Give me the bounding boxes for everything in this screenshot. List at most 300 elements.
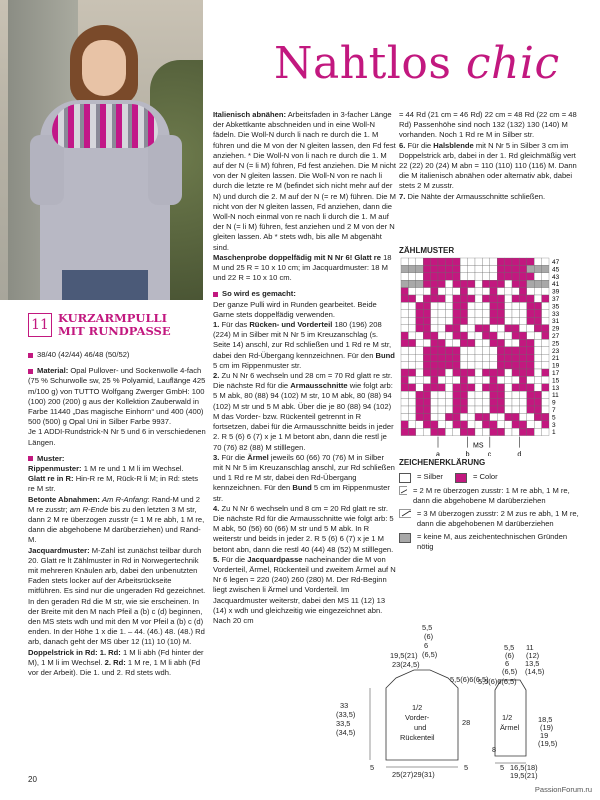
chart-cell	[453, 428, 460, 435]
chart-cell	[468, 295, 475, 302]
chart-cell	[408, 421, 415, 428]
chart-cell	[497, 399, 504, 406]
chart-cell	[438, 362, 445, 369]
chart-cell	[408, 339, 415, 346]
chart-cell	[512, 399, 519, 406]
chart-cell	[534, 399, 541, 406]
chart-cell	[460, 354, 467, 361]
row-label: 31	[552, 318, 560, 326]
right-column: = 44 Rd (21 cm = 46 Rd) 22 cm = 48 Rd (22 cm = 48 Rd) Passenhöhe sind noch 132 (132) 130 (140) M vorhanden. Noch 1 Rd re M in Silber str. 6. Für die Halsblende mit N Nr 5 in Silber 3 cm im Doppelstrick arb, dabei in der 1. Rd gleichmäßig vert 22 (22) 20 (24) M abn = 110 (110) 110 (116) M. Dann die M italienisch abnähen oder alternativ abk, dabei stets 2 M zusstr. 7. Die Nähte der Armausschnitte schließen.	[399, 110, 577, 201]
chart-cell	[453, 369, 460, 376]
chart-cell	[408, 391, 415, 398]
chart-cell	[542, 258, 549, 265]
chart-cell	[401, 332, 408, 339]
chart-cell	[408, 258, 415, 265]
svg-text:(34,5): (34,5)	[336, 728, 356, 737]
chart-cell	[460, 273, 467, 280]
chart-cell	[468, 428, 475, 435]
svg-text:8: 8	[492, 745, 497, 754]
chart-cell	[512, 288, 519, 295]
chart-cell	[542, 362, 549, 369]
chart-cell	[505, 399, 512, 406]
chart-cell	[445, 406, 452, 413]
chart-cell	[475, 384, 482, 391]
chart-cell	[542, 376, 549, 383]
chart-cell	[468, 310, 475, 317]
chart-cell	[519, 428, 526, 435]
chart-cell	[482, 288, 489, 295]
row-label: 29	[552, 325, 560, 333]
row-label: 5	[552, 414, 556, 422]
chart-cell	[445, 399, 452, 406]
chart-cell	[512, 273, 519, 280]
chart-cell	[445, 273, 452, 280]
chart-cell	[438, 310, 445, 317]
chart-cell	[519, 406, 526, 413]
chart-cell	[482, 399, 489, 406]
chart-cell	[534, 391, 541, 398]
chart-cell	[512, 376, 519, 383]
chart-cell	[431, 332, 438, 339]
chart-cell	[475, 421, 482, 428]
chart-cell	[475, 347, 482, 354]
chart-cell	[468, 332, 475, 339]
row-label: 7	[552, 407, 556, 414]
chart-cell	[519, 362, 526, 369]
chart-cell	[453, 339, 460, 346]
chart-cell	[431, 369, 438, 376]
chart-cell	[482, 339, 489, 346]
chart-cell	[408, 325, 415, 332]
svg-text:(6): (6)	[505, 651, 515, 660]
chart-cell	[438, 399, 445, 406]
chart-cell	[445, 362, 452, 369]
chart-cell	[401, 354, 408, 361]
chart-cell	[438, 369, 445, 376]
chart-cell	[482, 295, 489, 302]
chart-cell	[423, 421, 430, 428]
chart-cell	[482, 421, 489, 428]
chart-cell	[497, 273, 504, 280]
chart-cell	[423, 310, 430, 317]
chart-cell	[445, 421, 452, 428]
row-label: 19	[552, 362, 560, 370]
chart-cell	[475, 428, 482, 435]
chart-cell	[527, 384, 534, 391]
chart-cell	[460, 325, 467, 332]
chart-cell	[453, 302, 460, 309]
chart-cell	[468, 354, 475, 361]
chart-cell	[408, 354, 415, 361]
chart-cell	[416, 399, 423, 406]
chart-cell	[401, 310, 408, 317]
chart-cell	[445, 369, 452, 376]
chart-cell	[534, 258, 541, 265]
chart-cell	[431, 273, 438, 280]
chart-cell	[453, 295, 460, 302]
chart-cell	[408, 332, 415, 339]
chart-cell	[431, 406, 438, 413]
chart-cell	[438, 295, 445, 302]
legend: ZEICHENERKLÄRUNG = Silber = Color = 2 M re überzogen zusstr: 1 M re abh, 1 M re, dann die abgehobene M darüberziehen = 3 M überzogen zusstr: 2 M zus re abh, 1 M re, dann die abgehobenen M darüberziehen = keine M, aus zeichentechnischen Gründen nötig	[399, 458, 579, 551]
chart-cell	[438, 332, 445, 339]
row-label: 15	[552, 377, 560, 385]
arrow-label: b	[465, 451, 470, 456]
chart-cell	[527, 354, 534, 361]
chart-cell	[438, 339, 445, 346]
chart-cell	[505, 258, 512, 265]
chart-cell	[490, 295, 497, 302]
chart-cell	[453, 384, 460, 391]
chart-cell	[505, 288, 512, 295]
chart-cell	[534, 310, 541, 317]
chart-cell	[534, 362, 541, 369]
chart-cell	[468, 288, 475, 295]
chart-cell	[401, 391, 408, 398]
chart-cell	[527, 413, 534, 420]
chart-cell	[512, 295, 519, 302]
chart-cell	[519, 421, 526, 428]
chart-cell	[490, 302, 497, 309]
chart-cell	[453, 288, 460, 295]
chart-cell	[401, 325, 408, 332]
chart-cell	[453, 332, 460, 339]
chart-cell	[497, 317, 504, 324]
chart-cell	[490, 273, 497, 280]
chart-cell	[460, 258, 467, 265]
chart-cell	[438, 273, 445, 280]
chart-cell	[416, 376, 423, 383]
chart-cell	[401, 413, 408, 420]
chart-cell	[490, 280, 497, 287]
chart-cell	[505, 332, 512, 339]
silber-swatch-icon	[399, 473, 411, 483]
knitting-chart	[399, 256, 589, 456]
arrow-label: a	[436, 451, 440, 456]
chart-cell	[497, 421, 504, 428]
row-label: 23	[552, 347, 560, 355]
chart-cell	[475, 339, 482, 346]
chart-cell	[497, 347, 504, 354]
chart-cell	[482, 310, 489, 317]
chart-cell	[438, 325, 445, 332]
chart-cell	[416, 310, 423, 317]
chart-cell	[401, 302, 408, 309]
chart-cell	[497, 384, 504, 391]
chart-cell	[438, 280, 445, 287]
row-label: 13	[552, 384, 560, 392]
chart-cell	[453, 413, 460, 420]
chart-cell	[505, 302, 512, 309]
svg-text:25(27)29(31): 25(27)29(31)	[392, 770, 435, 779]
chart-cell	[534, 317, 541, 324]
chart-cell	[490, 265, 497, 272]
svg-text:5,5: 5,5	[504, 643, 515, 652]
chart-cell	[438, 376, 445, 383]
chart-cell	[527, 428, 534, 435]
chart-cell	[505, 369, 512, 376]
chart-cell	[416, 421, 423, 428]
chart-cell	[505, 325, 512, 332]
chart-cell	[482, 362, 489, 369]
chart-cell	[408, 273, 415, 280]
chart-cell	[453, 265, 460, 272]
chart-cell	[431, 362, 438, 369]
chart-cell	[534, 265, 541, 272]
chart-cell	[460, 369, 467, 376]
chart-cell	[527, 369, 534, 376]
chart-cell	[534, 406, 541, 413]
chart-cell	[445, 332, 452, 339]
chart-cell	[423, 325, 430, 332]
chart-cell	[519, 273, 526, 280]
chart-cell	[431, 384, 438, 391]
chart-cell	[497, 413, 504, 420]
chart-cell	[475, 273, 482, 280]
chart-cell	[490, 339, 497, 346]
chart-cell	[490, 347, 497, 354]
row-label: 47	[552, 259, 560, 266]
left-column: 11 KURZARMPULLI MIT RUNDPASSE 38/40 (42/44) 46/48 (50/52) Material: Opal Pullover- und Sockenwolle 4-fach (75 % Schurwolle sw, 25 % Polyamid, Lauflänge 425 m/100 g) von TUTTO Wolfgang Zwerger GmbH: 100 (100) 200 (200) g aus der Kollektion Zauberwald in Farbe 11440 „Das magische Einhorn“ und 400 (400) 500 (500) g Opal Uni in Silber Farbe 9937. Je 1 ADDI-Rundstrick-N Nr 5 und 6 in verschiedenen Längen. Muster: Rippenmuster: 1 M re und 1 M li im Wechsel. Glatt re in R: Hin-R re M, Rück-R li M; in Rd: stets re M str. Betonte Abnahmen: Am R-Anfang: Rand-M und 2 M re zusstr; am R-Ende bis zu den letzten 3 M str, dann 2 M re überzogen zusstr (= 1 M re abh, 1 M re, dann die abgehobene M darüberziehen) und Rand-M. Jacquardmuster: M-Zahl ist zunächst teilbar durch 20. Glatt re lt Zählmuster in Rd in Norwegertechnik mit mehreren Knäulen arb, dabei den unbenutzten Faden stets locker auf der Arbeitsrückseite mitführen. Es sind nur die ungeraden Rd gezeichnet. In den geraden Rd die M str, wie sie erscheinen. In der Breite mit den M nach Pfeil a (b) c (d) beginnen, den MS stets wdh und mit den M vor Pfeil a (b) c (d) enden. In der Höhe 1 x die 1. – 44. (46.) 48. (48.) Rd arb, danach geht der MS über 12 (11) 10 (10) M. Doppelstrick in Rd: 1. Rd: 1 M li abh (Fd hinter der M), 1 M li im Wechsel. 2. Rd: 1 M re, 1 M li abh (Fd vor der Arbeit). Die 1. und 2. Rd stets wdh.	[28, 311, 206, 678]
chart-cell	[519, 413, 526, 420]
chart-cell	[482, 354, 489, 361]
chart-cell	[416, 273, 423, 280]
size-schematic	[330, 620, 600, 780]
chart-cell	[453, 362, 460, 369]
row-label: 35	[552, 303, 560, 311]
chart-cell	[408, 428, 415, 435]
chart-cell	[497, 258, 504, 265]
dec2-icon	[399, 486, 407, 495]
chart-cell	[445, 391, 452, 398]
chart-cell	[482, 391, 489, 398]
chart-cell	[497, 354, 504, 361]
chart-cell	[416, 369, 423, 376]
chart-cell	[497, 391, 504, 398]
chart-cell	[519, 317, 526, 324]
chart-cell	[438, 288, 445, 295]
chart-cell	[497, 362, 504, 369]
chart-cell	[408, 302, 415, 309]
chart-cell	[416, 406, 423, 413]
chart-cell	[423, 265, 430, 272]
chart-cell	[401, 428, 408, 435]
chart-cell	[460, 317, 467, 324]
model-photo	[0, 0, 203, 300]
chart-cell	[490, 325, 497, 332]
chart-cell	[519, 369, 526, 376]
chart-cell	[460, 295, 467, 302]
chart-cell	[490, 406, 497, 413]
chart-cell	[542, 265, 549, 272]
chart-cell	[482, 406, 489, 413]
chart-cell	[453, 421, 460, 428]
chart-cell	[512, 325, 519, 332]
chart-cell	[431, 265, 438, 272]
chart-cell	[519, 384, 526, 391]
row-label: 27	[552, 333, 560, 340]
chart-cell	[423, 288, 430, 295]
middle-column: Italienisch abnähen: Arbeitsfaden in 3-facher Länge der Abkettkante abschneiden und in eine Woll-N fädeln. Die Woll-N durch li nach re durch die 1. M führen und die M von der N gleiten lassen, den Fd fest anziehen. * Die Woll-N von li nach re durch die 1. M auf der N (= li M) führen, Fd fest anziehen. Die M nicht von der N gleiten lassen. Die Woll-N von re nach li durch die letzte re M (befindet sich nicht mehr auf der N) und durch die 2. M auf der N (= re M) führen. Die M nicht von der N gleiten lassen, Fd anziehen, dann die Woll-N noch einmal von re nach li durch die 1. M auf der N (= li M) führen, fest anziehen und 2 M von der N gleiten lassen. Ab * stets wdh, bis alle M abgenäht sind. Maschenprobe doppelfädig mit N Nr 6! Glatt re 18 M und 25 R = 10 x 10 cm; im Jacquardmuster: 18 M und 22 R = 10 x 10 cm. So wird es gemacht: Der ganze Pulli wird in Runden gearbeitet. Beide Garne stets doppelfädig verwenden. 1. Für das Rücken- und Vorderteil 180 (196) 208 (224) M in Silber mit N Nr 5 im Kreuzanschlag (s. Seite 14) anschl, zur Rd schließen und 1 Rd re M str, dabei den Rd-Übergang kennzeichnen. Für den Bund 5 cm im Rippenmuster str. 2. Zu N Nr 6 wechseln und 28 cm = 70 Rd glatt re str. Die nächste Rd für die Armausschnitte wie folgt arb: 5 M abk, 80 (88) 94 (102) M str, 10 M abk, 80 (88) 94 (102) M str und 5 M abk. Über die je 80 (88) 94 (102) M das Vorder- bzw. Rückenteil getrennt in R fortsetzen, dabei für die Armausschnitte beids in jeder 2. R 5 (6) 6 (7) x je 1 M betont abn, dann die restl je 70 (76) 82 (88) M stilllegen. 3. Für die Ärmel jeweils 60 (66) 70 (76) M in Silber mit N Nr 5 im Kreuzanschlag anschl, zur Rd schließen und 1 Rd re M str, dabei den Rd-Übergang kennzeichnen. Für den Bund 5 cm im Rippenmuster str. 4. Zu N Nr 6 wechseln und 8 cm = 20 Rd glatt re str. Die nächste Rd für die Armausschnitte wie folgt arb: 5 M abk, 50 (56) 60 (66) M str und 5 M abk. In R weiterstr und beids in jeder 2. R 5 (6) 6 (7) x je 1 M betont abn, dann die restl 40 (44) 48 (52) M stilllegen. 5. Für die Jacquardpasse nacheinander die M von Vorderteil, Ärmel, Rückenteil und zweitem Ärmel auf N Nr 6 legen = 220 (240) 260 (280) M. Der Rd-Beginn liegt zwischen li Ärmel und Vorderteil. Im Jacquardmuster weiterstr, dabei den MS 11 (12) 13 (14) x wdh und gleichzeitig wie eingezeichnet abn. Nach 20 cm	[213, 110, 396, 625]
chart-cell	[468, 265, 475, 272]
chart-cell	[453, 347, 460, 354]
chart-cell	[519, 310, 526, 317]
row-label: 39	[552, 288, 560, 296]
chart-cell	[438, 391, 445, 398]
chart-cell	[542, 302, 549, 309]
svg-text:(33,5): (33,5)	[336, 710, 356, 719]
chart-cell	[475, 310, 482, 317]
chart-cell	[497, 310, 504, 317]
chart-cell	[438, 258, 445, 265]
chart-cell	[482, 428, 489, 435]
chart-cell	[468, 258, 475, 265]
sizes: 38/40 (42/44) 46/48 (50/52)	[28, 350, 206, 360]
chart-cell	[534, 428, 541, 435]
chart-cell	[512, 265, 519, 272]
svg-text:Rückenteil: Rückenteil	[400, 733, 435, 742]
svg-text:(19,5): (19,5)	[538, 739, 558, 748]
chart-cell	[460, 347, 467, 354]
chart-cell	[431, 391, 438, 398]
chart-cell	[431, 399, 438, 406]
chart-cell	[468, 317, 475, 324]
chart-cell	[416, 295, 423, 302]
chart-cell	[482, 265, 489, 272]
chart-cell	[401, 384, 408, 391]
chart-cell	[423, 280, 430, 287]
chart-cell	[416, 258, 423, 265]
chart-cell	[460, 428, 467, 435]
svg-text:(6): (6)	[424, 632, 434, 641]
chart-cell	[438, 317, 445, 324]
chart-cell	[431, 354, 438, 361]
chart-cell	[468, 369, 475, 376]
chart-cell	[490, 354, 497, 361]
chart-cell	[445, 280, 452, 287]
chart-cell	[490, 332, 497, 339]
chart-cell	[445, 354, 452, 361]
svg-text:28: 28	[462, 718, 471, 727]
chart-cell	[408, 280, 415, 287]
chart-cell	[519, 302, 526, 309]
chart-cell	[431, 288, 438, 295]
chart-cell	[431, 376, 438, 383]
chart-cell	[401, 376, 408, 383]
chart-cell	[431, 302, 438, 309]
chart-cell	[431, 413, 438, 420]
chart-cell	[423, 399, 430, 406]
chart-cell	[453, 325, 460, 332]
chart-cell	[482, 332, 489, 339]
chart-cell	[490, 288, 497, 295]
chart-cell	[468, 421, 475, 428]
chart-cell	[534, 421, 541, 428]
chart-cell	[475, 362, 482, 369]
chart-cell	[468, 325, 475, 332]
chart-cell	[460, 421, 467, 428]
chart-cell	[401, 317, 408, 324]
chart-cell	[505, 362, 512, 369]
chart-cell	[482, 302, 489, 309]
chart-cell	[401, 369, 408, 376]
row-label: 1	[552, 429, 556, 437]
chart-cell	[482, 280, 489, 287]
svg-text:5: 5	[464, 763, 469, 772]
chart-cell	[460, 413, 467, 420]
chart-cell	[497, 376, 504, 383]
chart-cell	[453, 376, 460, 383]
chart-cell	[423, 273, 430, 280]
arrow-label: d	[517, 451, 522, 456]
chart-cell	[490, 421, 497, 428]
chart-cell	[505, 273, 512, 280]
chart-cell	[468, 399, 475, 406]
chart-cell	[416, 413, 423, 420]
chart-cell	[490, 258, 497, 265]
chart-cell	[468, 339, 475, 346]
chart-cell	[453, 354, 460, 361]
chart-cell	[519, 258, 526, 265]
chart-cell	[527, 347, 534, 354]
chart-cell	[512, 339, 519, 346]
chart-cell	[497, 332, 504, 339]
chart-cell	[460, 339, 467, 346]
chart-cell	[519, 347, 526, 354]
chart-cell	[527, 310, 534, 317]
chart-cell	[542, 413, 549, 420]
chart-cell	[527, 273, 534, 280]
svg-text:6: 6	[424, 641, 429, 650]
chart-cell	[460, 384, 467, 391]
chart-cell	[505, 265, 512, 272]
color-swatch-icon	[455, 473, 467, 483]
svg-text:(12): (12)	[526, 651, 540, 660]
svg-text:(6,5): (6,5)	[502, 667, 518, 676]
chart-cell	[519, 265, 526, 272]
chart-cell	[445, 310, 452, 317]
chart-cell	[542, 428, 549, 435]
chart-cell	[512, 258, 519, 265]
svg-text:(14,5): (14,5)	[525, 667, 545, 676]
chart-cell	[475, 295, 482, 302]
chart-cell	[438, 421, 445, 428]
chart-cell	[490, 310, 497, 317]
chart-cell	[416, 354, 423, 361]
chart-cell	[542, 325, 549, 332]
chart-cell	[542, 332, 549, 339]
watermark: PassionForum.ru	[534, 785, 592, 794]
chart-cell	[468, 362, 475, 369]
chart-cell	[542, 310, 549, 317]
chart-cell	[512, 354, 519, 361]
chart-cell	[519, 295, 526, 302]
chart-cell	[423, 339, 430, 346]
chart-cell	[423, 428, 430, 435]
chart-cell	[490, 399, 497, 406]
chart-cell	[475, 258, 482, 265]
chart-cell	[527, 339, 534, 346]
chart-cell	[401, 280, 408, 287]
chart-cell	[482, 258, 489, 265]
chart-cell	[408, 369, 415, 376]
svg-text:Vorder-: Vorder-	[405, 713, 430, 722]
chart-cell	[468, 273, 475, 280]
svg-text:5,5(6)6(6,5): 5,5(6)6(6,5)	[450, 675, 489, 684]
chart-cell	[401, 406, 408, 413]
chart-cell	[445, 265, 452, 272]
chart-cell	[438, 265, 445, 272]
